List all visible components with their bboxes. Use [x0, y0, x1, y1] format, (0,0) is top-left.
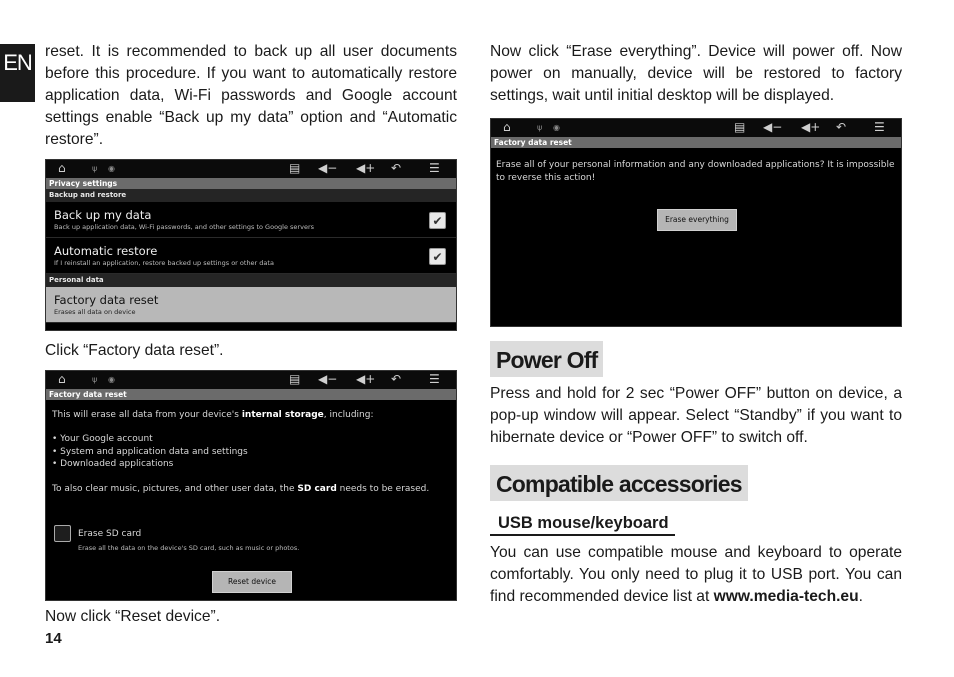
back-icon: ↶	[391, 372, 402, 386]
setting-backup-my-data	[46, 202, 456, 238]
erase-everything-button: Erase everything	[657, 209, 737, 231]
screenshot-icon: ▤	[734, 120, 746, 134]
checkbox-checked: ✔	[429, 248, 446, 265]
section-header-backup: Backup and restore	[46, 189, 456, 202]
page-number: 14	[45, 630, 62, 647]
usb-mouse-keyboard-subheading: USB mouse/keyboard	[490, 513, 675, 536]
menu-icon: ☰	[429, 161, 440, 175]
android-icon: ◉	[108, 164, 115, 173]
volume-up-icon: ◀+	[356, 161, 376, 175]
language-tab: EN	[0, 44, 35, 102]
android-icon: ◉	[108, 375, 115, 384]
erase-sd-subtitle: Erase all the data on the device's SD card, such as music or photos.	[78, 544, 300, 552]
volume-up-icon: ◀+	[801, 120, 821, 134]
caption-click-factory-reset: Click “Factory data reset”.	[45, 342, 224, 359]
screen-title: Factory data reset	[491, 137, 901, 148]
reset-device-button: Reset device	[212, 571, 292, 593]
erase-warning-text: This will erase all data from your device's internal storage, including:	[52, 410, 374, 420]
volume-down-icon: ◀−	[763, 120, 783, 134]
heading-text: Power Off	[496, 347, 598, 373]
intro-paragraph: reset. It is recommended to back up all user documents before this procedure. If you want to automatically restore application data, Wi-Fi passwords and Google account settings enable “Back up my data” option and “Automatic restore”.	[45, 43, 457, 148]
erase-confirm-screenshot	[490, 118, 902, 327]
heading-text: Compatible accessories	[496, 471, 742, 497]
sd-card-note: To also clear music, pictures, and other user data, the SD card needs to be erased.	[52, 484, 430, 494]
setting-title: Factory data reset	[54, 293, 159, 307]
menu-icon: ☰	[429, 372, 440, 386]
status-bar	[491, 119, 901, 137]
home-icon: ⌂	[503, 120, 511, 134]
volume-down-icon: ◀−	[318, 372, 338, 386]
back-icon: ↶	[391, 161, 402, 175]
screenshot-icon: ▤	[289, 161, 301, 175]
screen-title: Privacy settings	[46, 178, 456, 189]
setting-subtitle: Erases all data on device	[54, 308, 136, 316]
compatible-accessories-heading	[490, 465, 748, 501]
power-off-heading	[490, 341, 603, 377]
power-off-text: Press and hold for 2 sec “Power OFF” button on device, a pop-up window will appear. Select “Standby” if you want to hibernate device or “Power OFF” to switch off.	[490, 385, 902, 446]
factory-reset-screenshot	[45, 370, 457, 601]
erase-confirm-message: Erase all of your personal information and any downloaded applications? It is impossible to reverse this action!	[496, 160, 895, 183]
back-icon: ↶	[836, 120, 847, 134]
home-icon: ⌂	[58, 372, 66, 386]
erase-list	[52, 433, 248, 471]
setting-automatic-restore	[46, 238, 456, 274]
erase-sd-title: Erase SD card	[78, 529, 142, 539]
setting-factory-data-reset	[46, 287, 456, 323]
home-icon: ⌂	[58, 161, 66, 175]
website-link[interactable]: www.media-tech.eu	[713, 588, 859, 605]
list-item: • Downloaded applications	[52, 459, 174, 469]
setting-subtitle: Back up application data, Wi-Fi passwords, and other settings to Google servers	[54, 223, 315, 231]
list-item: • System and application data and settings	[52, 446, 248, 457]
usb-text: You can use compatible mouse and keyboard to operate comfortably. You only need to plug it to USB port. You can find recommended device list at www.media-tech.eu.	[490, 544, 902, 605]
usb-icon: ψ	[92, 164, 98, 173]
screen-title: Factory data reset	[46, 389, 456, 400]
list-item: • Your Google account	[52, 434, 153, 444]
setting-title: Automatic restore	[54, 244, 158, 258]
erase-instructions: Now click “Erase everything”. Device will power off. Now power on manually, device will be restored to factory settings, wait until initial desktop will be displayed.	[490, 43, 902, 104]
setting-subtitle: If I reinstall an application, restore backed up settings or other data	[54, 259, 274, 267]
usb-icon: ψ	[537, 123, 543, 132]
volume-up-icon: ◀+	[356, 372, 376, 386]
checkbox-checked: ✔	[429, 212, 446, 229]
caption-reset-device: Now click “Reset device”.	[45, 608, 221, 625]
status-bar	[46, 371, 456, 389]
screenshot-icon: ▤	[289, 372, 301, 386]
section-header-personal: Personal data	[46, 274, 456, 287]
setting-title: Back up my data	[54, 208, 152, 222]
privacy-settings-screenshot	[45, 159, 457, 331]
menu-icon: ☰	[874, 120, 885, 134]
status-bar	[46, 160, 456, 178]
volume-down-icon: ◀−	[318, 161, 338, 175]
android-icon: ◉	[553, 123, 560, 132]
erase-sd-checkbox	[54, 525, 71, 542]
usb-icon: ψ	[92, 375, 98, 384]
